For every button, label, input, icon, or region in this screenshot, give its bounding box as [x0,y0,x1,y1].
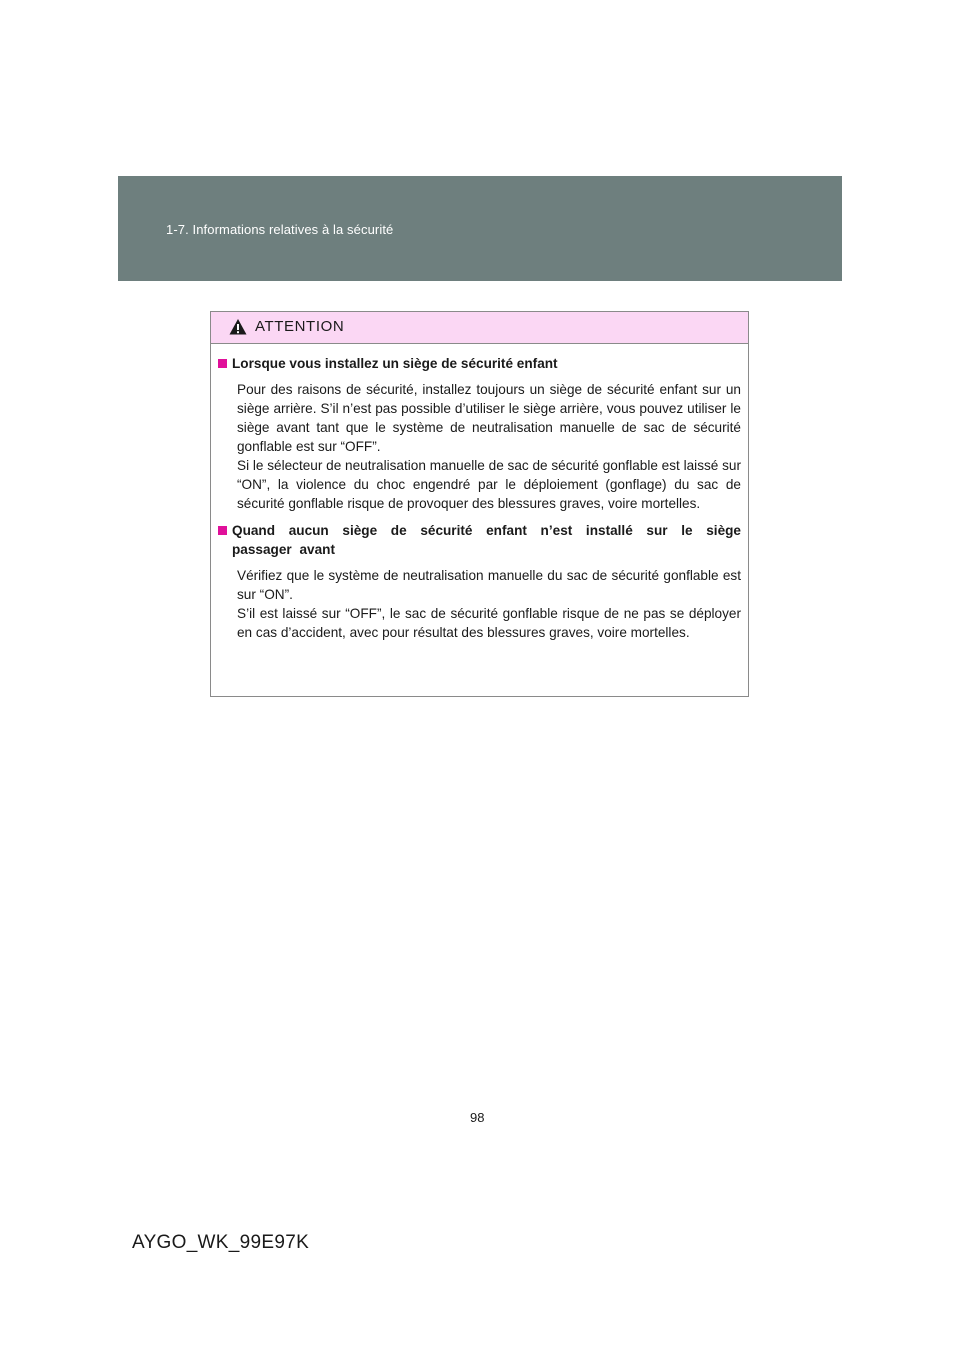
item-heading-text: Lorsque vous installez un siège de sécurité enfant [232,356,558,371]
item-heading-text: Quand aucun siège de sécurité enfant n’est installé sur le siège passager avant [232,523,741,557]
page-number: 98 [470,1110,485,1125]
section-header-band [118,176,842,281]
attention-body [211,344,748,642]
square-bullet-icon [218,359,227,368]
paragraph-text: S’il est laissé sur “OFF”, le sac de sécurité gonflable risque de ne pas se déployer en cas d’accident, avec pour résultat des blessures graves, voire mortelles. [237,606,741,640]
square-bullet-icon [218,526,227,535]
document-code: AYGO_WK_99E97K [132,1232,310,1253]
item-heading [218,521,741,559]
section-title: 1-7. Informations relatives à la sécurité [166,222,394,237]
paragraph-text: Si le sélecteur de neutralisation manuelle de sac de sécurité gonflable est laissé sur “ON”, la violence du choc engendré par le déploiement (gonflage) du sac de sécurité gonflable risque de provoquer des blessures graves, voire mortelles. [237,458,742,511]
attention-box [210,311,749,697]
paragraph-text: Vérifiez que le système de neutralisation manuelle du sac de sécurité gonflable est sur “ON”. [237,568,741,602]
item-heading [218,354,741,373]
item-paragraph [237,566,741,642]
item-paragraph [237,380,741,513]
attention-label: ATTENTION [255,318,345,335]
attention-header [211,312,748,344]
warning-triangle-icon [229,318,247,336]
paragraph-text: Pour des raisons de sécurité, installez toujours un siège de sécurité enfant sur un siège arrière. S’il n’est pas possible d’utiliser le siège arrière, vous pouvez utiliser le siège avant tant que le système de neutralisation manuelle de sac de sécurité gonflable est sur “OFF”. [237,382,741,454]
